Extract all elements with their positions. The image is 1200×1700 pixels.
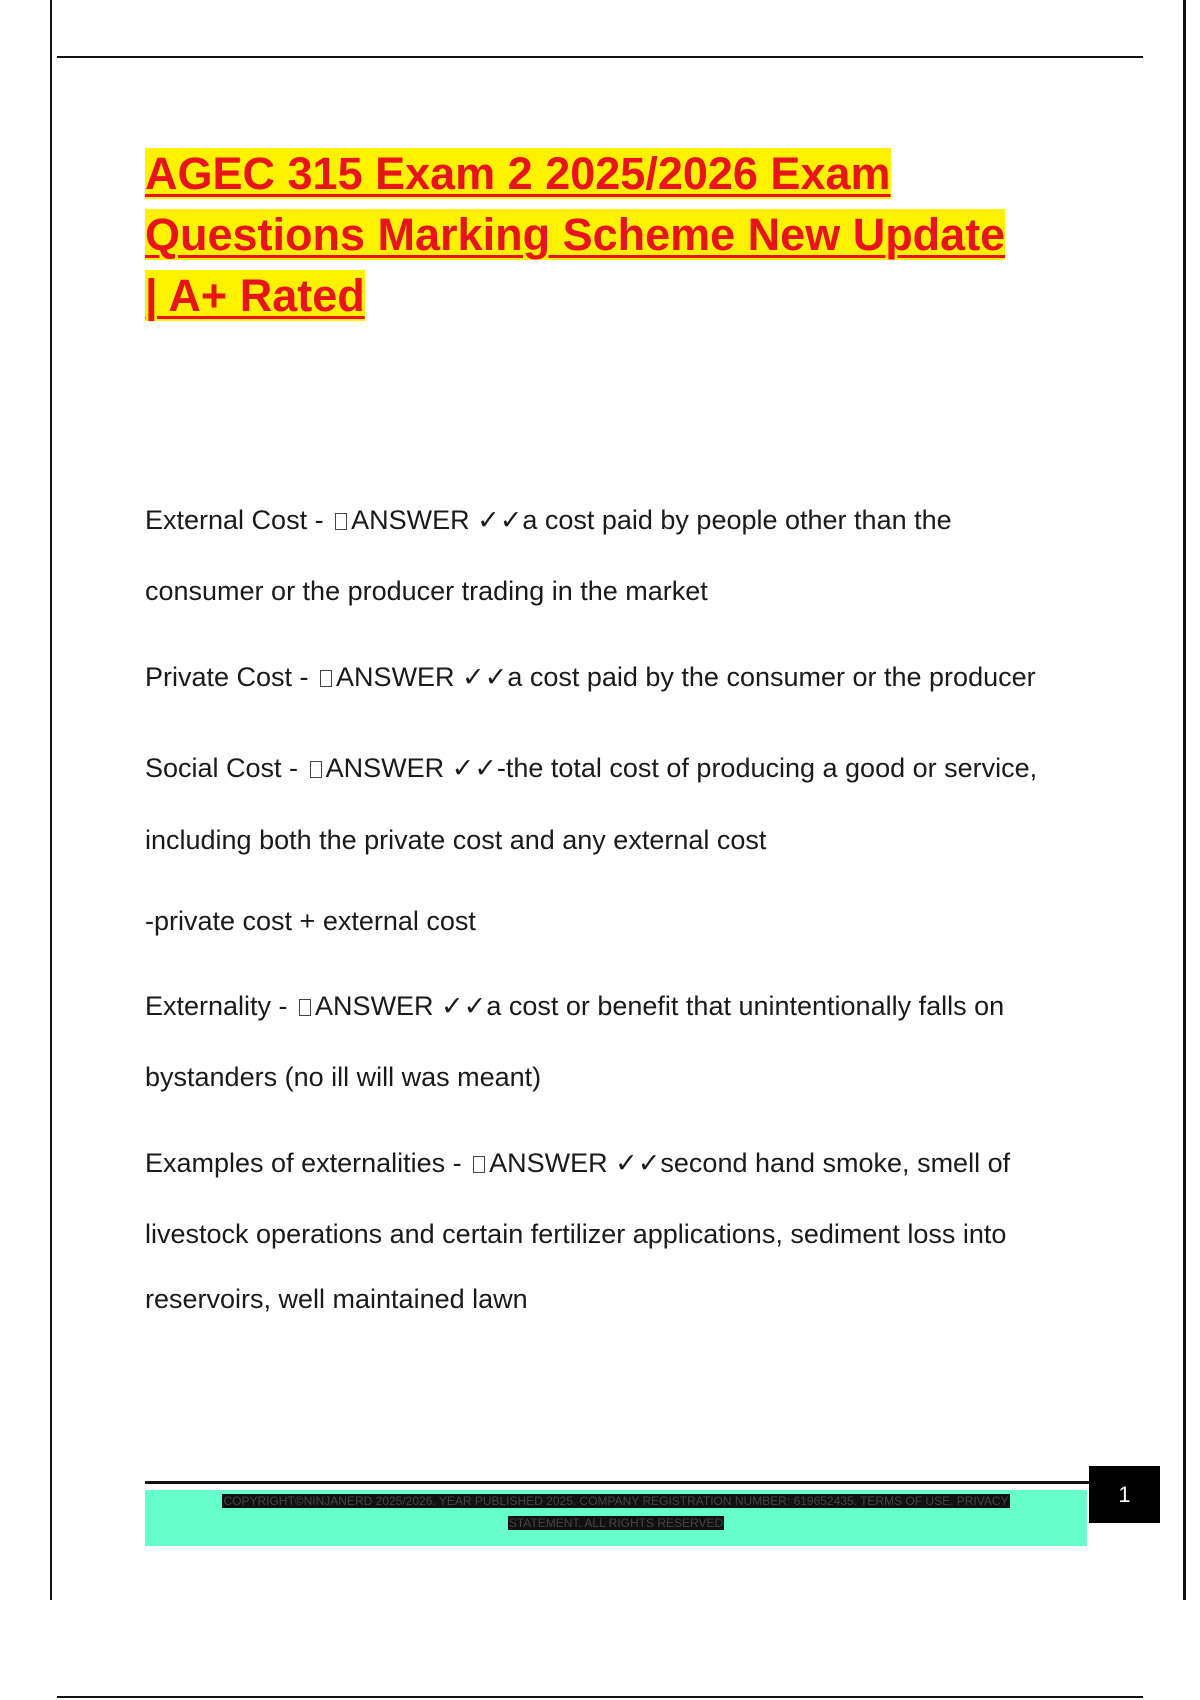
entry-answer-line: a cost or benefit that unintentionally falls on: [486, 991, 1005, 1021]
entry-answer-line: bystanders (no ill will was meant): [145, 1062, 542, 1092]
missing-glyph-icon: [320, 670, 332, 687]
qa-entry-examples: [145, 1148, 1010, 1179]
answer-marker: ANSWER ✓✓: [336, 662, 508, 692]
answer-marker: ANSWER ✓✓: [315, 991, 487, 1021]
entry-answer-line: -the total cost of producing a good or service,: [496, 753, 1038, 783]
missing-glyph-icon: [335, 513, 347, 530]
copyright-line-1: COPYRIGHT©NINJANERD 2025/2026. YEAR PUBLISHED 2025. COMPANY REGISTRATION NUMBER: 619652435. TERMS OF USE. PRIVACY: [223, 1494, 1009, 1508]
copyright-line-2: STATEMENT. ALL RIGHTS RESERVED: [508, 1516, 724, 1530]
entry-answer-line: a cost paid by people other than the: [522, 505, 952, 535]
entry-answer-line: livestock operations and certain fertilizer applications, sediment loss into: [145, 1219, 1007, 1249]
answer-marker: ANSWER ✓✓: [325, 753, 497, 783]
entry-answer-line: including both the private cost and any external cost: [145, 825, 767, 855]
next-page-rule: [57, 1696, 1143, 1698]
title-line-1: AGEC 315 Exam 2 2025/2026 Exam: [145, 148, 891, 199]
qa-entry-private-cost: [145, 662, 1036, 693]
missing-glyph-icon: [310, 761, 322, 778]
page-number: 1: [1089, 1466, 1160, 1523]
document-title: [145, 143, 1085, 326]
qa-entry-external-cost: [145, 505, 952, 536]
entry-term: Externality -: [145, 991, 296, 1021]
entry-answer-line: reservoirs, well maintained lawn: [145, 1284, 528, 1314]
entry-answer-line: second hand smoke, smell of: [660, 1148, 1011, 1178]
entry-answer-line: -private cost + external cost: [145, 906, 476, 936]
answer-marker: ANSWER ✓✓: [351, 505, 523, 535]
qa-entry-externality: [145, 991, 1004, 1022]
header-rule: [57, 56, 1143, 58]
footer-rule: [145, 1481, 1090, 1484]
entry-term: External Cost -: [145, 505, 332, 535]
entry-term: Social Cost -: [145, 753, 306, 783]
entry-answer-line: consumer or the producer trading in the market: [145, 576, 708, 606]
copyright-footer: [145, 1490, 1087, 1546]
entry-answer-line: a cost paid by the consumer or the producer: [507, 662, 1036, 692]
entry-term: Private Cost -: [145, 662, 317, 692]
missing-glyph-icon: [299, 999, 311, 1016]
title-line-3: | A+ Rated: [145, 270, 365, 321]
entry-term: Examples of externalities -: [145, 1148, 470, 1178]
title-line-2: Questions Marking Scheme New Update: [145, 209, 1006, 260]
qa-entry-social-cost: [145, 753, 1037, 784]
answer-marker: ANSWER ✓✓: [489, 1148, 661, 1178]
missing-glyph-icon: [473, 1156, 485, 1173]
